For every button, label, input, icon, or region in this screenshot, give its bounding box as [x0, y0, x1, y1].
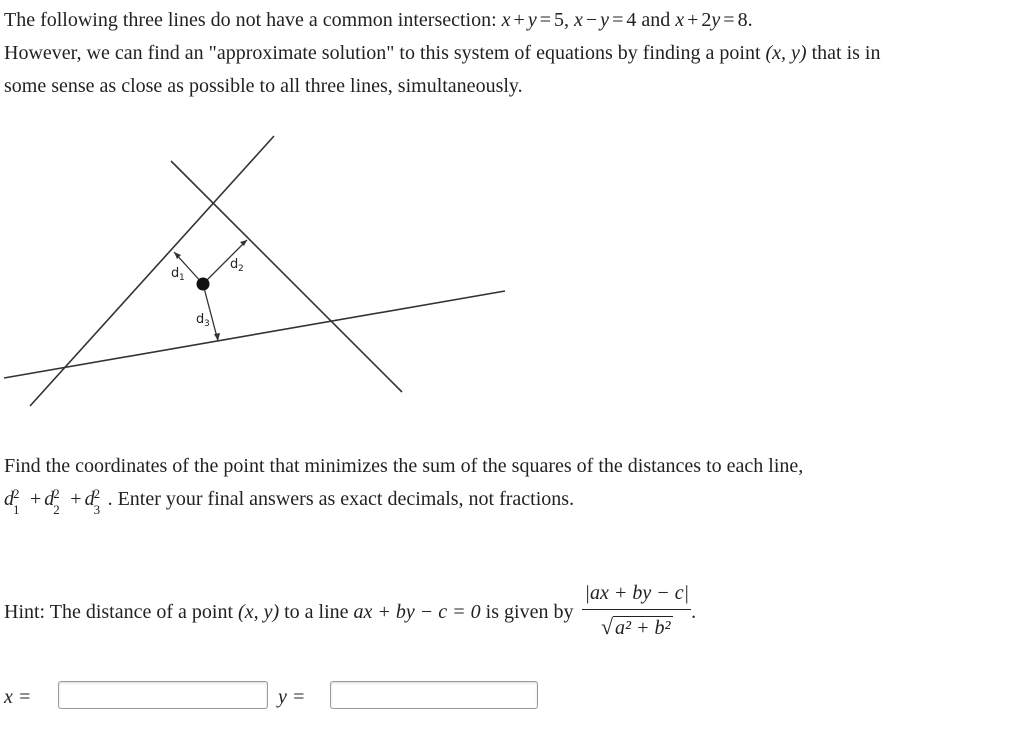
- hint-suffix: is given by: [485, 601, 574, 623]
- hint-prefix: Hint: The distance of a point: [4, 601, 234, 623]
- formula-radicand: a² + b²: [615, 617, 671, 640]
- d2-scripts: [53, 485, 67, 517]
- d3-sub: 3: [93, 502, 101, 517]
- hint-line-equation: ax + by − c = 0: [353, 601, 481, 623]
- hint: [4, 578, 696, 646]
- d2-sub: 2: [53, 502, 60, 517]
- eq3-rhs: 8: [737, 9, 748, 31]
- label-d1-sub: 1: [179, 273, 185, 283]
- comma: ,: [564, 9, 569, 31]
- d2-sq: 2: [53, 486, 60, 501]
- distance-d2: [203, 240, 247, 284]
- eq3-coef: 2: [701, 9, 712, 31]
- intro-text: The following three lines do not have a common intersection:: [4, 9, 502, 31]
- question-line-2: [4, 483, 574, 516]
- line-3: [4, 291, 505, 378]
- d1-scripts: [13, 485, 27, 517]
- hint-mid: to a line: [284, 601, 349, 623]
- eq3-x: x: [675, 9, 685, 31]
- label-d1: d: [171, 266, 180, 281]
- d2-var: d: [44, 488, 55, 510]
- plus-2: +: [70, 488, 82, 510]
- sqrt-icon: √: [600, 614, 614, 640]
- eq1-y: y: [527, 9, 537, 31]
- d1-var: d: [4, 488, 14, 510]
- eq1-x: x: [501, 9, 511, 31]
- d1-sq: 2: [13, 486, 20, 501]
- formula-numerator: |ax + by − c|: [582, 581, 691, 610]
- question-line-1: [4, 450, 803, 483]
- label-d3-sub: 3: [204, 319, 210, 329]
- label-d2: d: [230, 257, 239, 272]
- eq2-y: y: [600, 9, 610, 31]
- eq2-rhs: 4: [626, 9, 637, 31]
- arrow-d3: [214, 333, 220, 341]
- eq2-op: −: [585, 9, 598, 31]
- x-label: x =: [4, 686, 32, 708]
- hint-point: (x, y): [238, 601, 280, 623]
- eq3-eq: =: [723, 9, 735, 31]
- three-lines-figure: [0, 128, 520, 418]
- intro-line2-text: However, we can find an "approximate solution" to this system of equations by finding a point: [4, 42, 761, 64]
- intro-line3-text: some sense as close as possible to all three lines, simultaneously.: [4, 75, 523, 97]
- label-d2-sub: 2: [238, 264, 244, 274]
- formula-denominator: [582, 610, 691, 641]
- intro-line-1: [4, 4, 753, 37]
- eq2-eq: =: [612, 9, 624, 31]
- d3-sq: 2: [93, 486, 101, 501]
- distance-formula: [582, 581, 691, 641]
- approximate-point: [197, 278, 210, 291]
- distance-d3: [203, 284, 218, 341]
- y-label: y =: [278, 686, 306, 708]
- eq1-rhs: 5: [554, 9, 564, 31]
- y-answer-input[interactable]: [330, 681, 538, 709]
- d3-scripts: [93, 485, 108, 517]
- label-d3: d: [196, 312, 205, 327]
- eq2-x: x: [574, 9, 583, 31]
- intro-line2-end: that is in: [811, 42, 881, 64]
- and-word: and: [641, 9, 671, 31]
- intro-line-3: [4, 70, 523, 103]
- line-2: [171, 161, 402, 392]
- eq1-op: +: [513, 9, 525, 31]
- d3-var: d: [84, 488, 95, 510]
- intro-point: (x, y): [765, 42, 807, 64]
- plus-1: +: [30, 488, 42, 510]
- intro-line-2: [4, 37, 880, 70]
- eq3-y: y: [711, 9, 721, 31]
- eq1-eq: =: [539, 9, 551, 31]
- eq3-op: +: [687, 9, 699, 31]
- hint-end: .: [691, 601, 697, 623]
- question-text: Find the coordinates of the point that minimizes the sum of the squares of the distances to each line,: [4, 455, 804, 477]
- period: .: [747, 9, 753, 31]
- question-line2-text: . Enter your final answers as exact decimals, not fractions.: [107, 488, 575, 510]
- x-answer-input[interactable]: [58, 681, 268, 709]
- d1-sub: 1: [13, 502, 20, 517]
